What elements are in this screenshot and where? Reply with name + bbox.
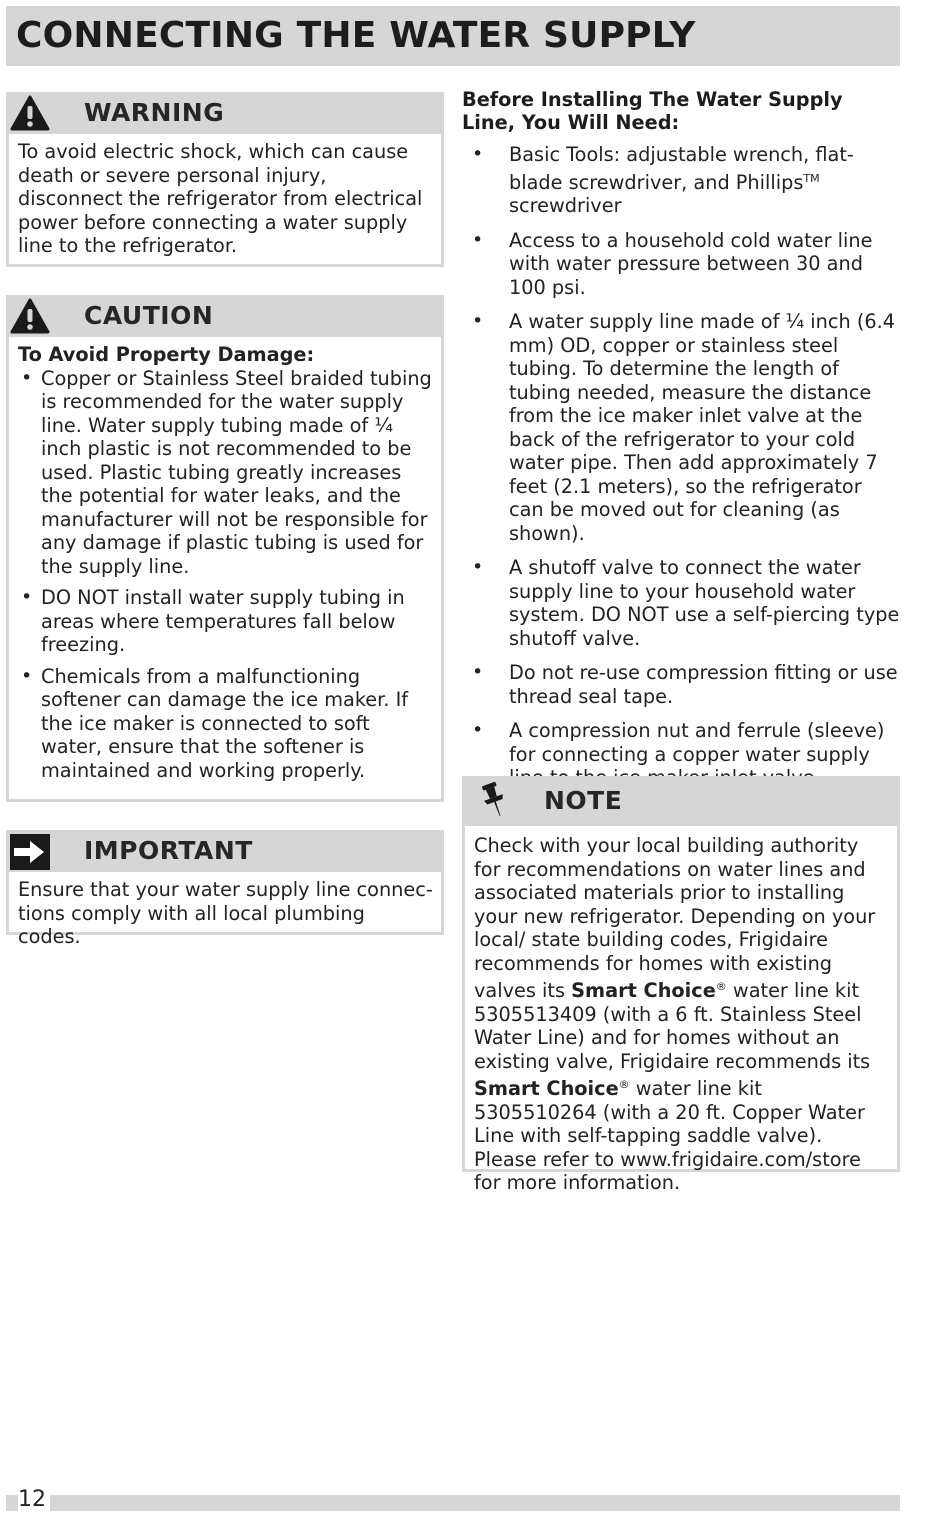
caution-triangle-icon [10, 298, 50, 334]
warning-body [9, 134, 441, 266]
page-number: 12 [18, 1487, 50, 1513]
caution-box [6, 295, 444, 802]
list-item: • DO NOT install water supply tubing in areas where temperatures fall below freezing. [18, 586, 433, 657]
warning-heading: WARNING [84, 98, 225, 127]
note-text [474, 834, 889, 1195]
trademark-mark: TM [803, 171, 820, 185]
list-item-text: screwdriver [509, 194, 622, 217]
brand-name: Smart Choice [474, 1077, 619, 1100]
warning-header [6, 92, 444, 134]
important-text: Ensure that your water supply line connec-tions comply with all local plumbing codes. [18, 878, 433, 948]
registered-mark: ® [715, 980, 727, 993]
before-install-section [462, 88, 902, 801]
note-header [462, 776, 900, 826]
title-bar [6, 6, 900, 66]
list-item: • Do not re-use compression fitting or use thread seal tape. [462, 661, 902, 708]
list-item: • A compression nut and ferrule (sleeve) for connecting a copper water supply [462, 719, 902, 790]
caution-body [9, 337, 441, 798]
note-text-part: water line kit 5305510264 (with a 20 ft. Copper Water Line with self-tapping saddle valve). Please refer to www.frigidaire.com/store for more information. [474, 1077, 865, 1194]
caution-list [18, 367, 433, 783]
arrow-right-icon [10, 834, 50, 870]
note-heading: NOTE [544, 786, 623, 815]
warning-text: To avoid electric shock, which can cause death or severe personal injury, disconnect the refrigerator from electrical power before connecting a water supply line to the refrigerator. [18, 140, 423, 257]
list-item: • A water supply line made of ¼ inch (6.4 mm) OD, copper or stainless steel tubing. To determine the length of tubing needed, measure the distance from the ice maker inlet valve at the back of the refrigerator to your cold water pipe. Then add approximately 7 feet (2.1 meters), so the refrigerator can be moved out for cleaning (as shown). [462, 310, 902, 545]
list-item: • Access to a household cold water line with water pressure between 30 and 100 psi. [462, 229, 902, 300]
pushpin-icon [476, 780, 512, 822]
note-text-part: water line kit 5305513409 (with a 6 ft. Stainless Steel Water Line) and for homes without an existing valve, Frigidaire recommends its [474, 979, 871, 1073]
before-install-list [462, 143, 902, 790]
registered-mark: ® [618, 1078, 630, 1091]
list-item: • Chemicals from a malfunctioning softener can damage the ice maker. If the ice maker is connected to soft water, ensure that the softener is maintained and working properly. [18, 665, 433, 783]
important-heading: IMPORTANT [84, 836, 253, 865]
note-box [462, 776, 900, 1194]
list-item [462, 143, 902, 218]
caution-heading: CAUTION [84, 301, 214, 330]
brand-name: Smart Choice [571, 979, 716, 1002]
warning-box [6, 92, 444, 267]
important-body [9, 872, 441, 957]
note-body [465, 826, 897, 1203]
warning-triangle-icon [10, 95, 50, 131]
list-item-text: Basic Tools: adjustable wrench, flat-blade screwdriver, and Phillips [509, 143, 854, 194]
caution-header [6, 295, 444, 337]
before-install-heading: Before Installing The Water Supply Line, You Will Need: [462, 88, 843, 134]
caution-subheading: To Avoid Property Damage: [18, 343, 315, 366]
important-header [6, 830, 444, 872]
page-title: CONNECTING THE WATER SUPPLY [16, 15, 696, 56]
footer-bar [6, 1495, 900, 1511]
important-box [6, 830, 444, 948]
note-text-part: Check with your local building authority for recommendations on water lines and associated materials prior to installing your new refrigerator. Depending on your local/ state building codes, Frigidaire recommends for homes with existing valves its [474, 834, 876, 1002]
list-item: • A shutoff valve to connect the water supply line to your household water system. DO NOT use a self-piercing type shutoff valve. [462, 556, 902, 650]
list-item: • Copper or Stainless Steel braided tubing is recommended for the water supply line. Water supply tubing made of ¼ inch plastic is not recommended to be used. Plastic tubing greatly increases the potential for water leaks, and the manufacturer will not be responsible for any damage if plastic tubing is used for the supply line. [18, 367, 433, 579]
